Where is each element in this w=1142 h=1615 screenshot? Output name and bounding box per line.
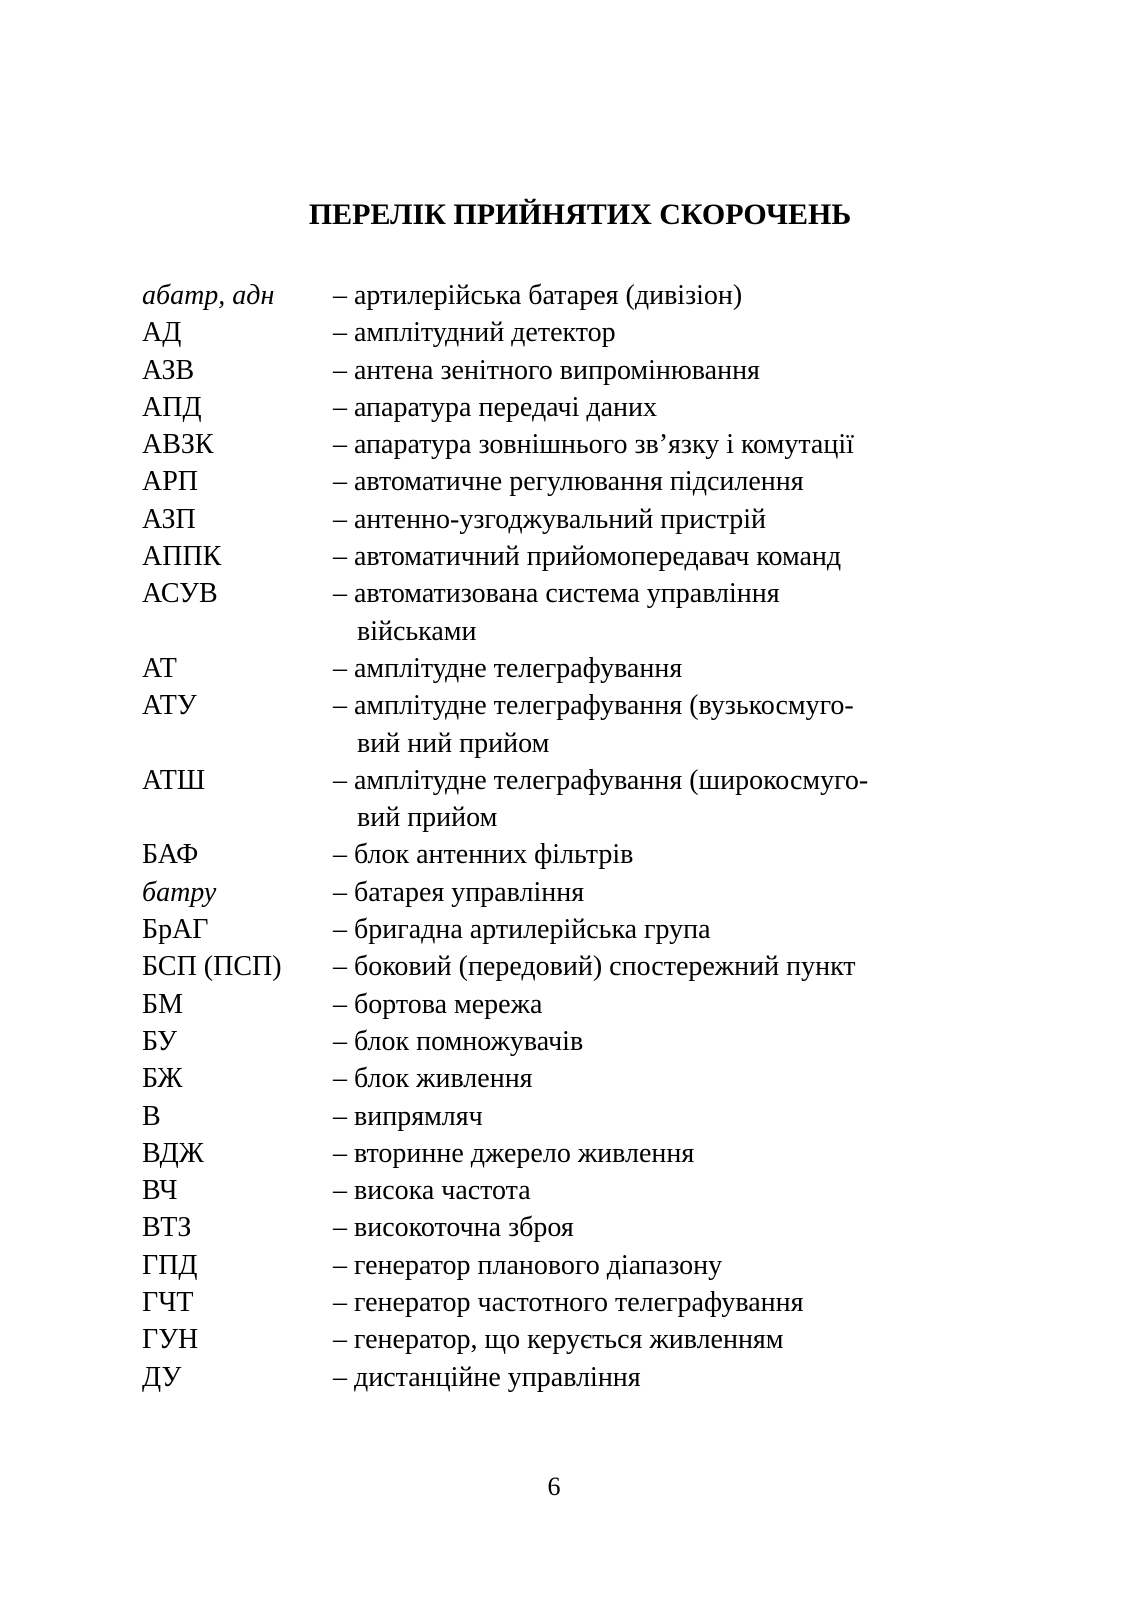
abbreviation-term: ВТЗ [142, 1212, 192, 1244]
abbreviation-definition [333, 1172, 982, 1209]
definition-continuation: вий ний прийом [357, 727, 550, 759]
abbreviation-definition [333, 687, 982, 762]
definition-continuation: вий прийом [357, 802, 498, 834]
abbreviation-entry [142, 687, 982, 762]
abbreviation-definition [333, 1060, 982, 1097]
abbreviation-term: АППК [142, 541, 222, 573]
definition-line: – антена зенітного випромінювання [333, 354, 760, 386]
abbreviation-term: АТУ [142, 690, 197, 722]
abbreviation-entry [142, 277, 982, 314]
abbreviation-term: АТ [142, 652, 177, 684]
abbreviation-term: БрАГ [142, 914, 209, 946]
abbreviation-term: АРП [142, 466, 199, 498]
abbreviation-entry [142, 762, 982, 837]
abbreviation-list [142, 277, 982, 1396]
abbreviation-definition [333, 1098, 982, 1135]
definition-line: – батарея управління [333, 876, 585, 908]
abbreviation-term: АЗВ [142, 354, 195, 386]
abbreviation-entry [142, 1321, 982, 1358]
abbreviation-entry [142, 1359, 982, 1396]
abbreviation-term: ВДЖ [142, 1137, 204, 1169]
abbreviation-definition [333, 1359, 982, 1396]
definition-line: – блок антенних фільтрів [333, 839, 634, 871]
abbreviation-entry [142, 650, 982, 687]
abbreviation-entry [142, 538, 982, 575]
abbreviation-definition [333, 874, 982, 911]
abbreviation-definition [333, 836, 982, 873]
abbreviation-definition [333, 911, 982, 948]
abbreviation-term: АВЗК [142, 429, 214, 461]
abbreviation-definition [333, 426, 982, 463]
page-number: 6 [547, 1472, 561, 1501]
definition-line: – дистанційне управління [333, 1361, 641, 1393]
abbreviation-definition [333, 1023, 982, 1060]
abbreviation-definition [333, 389, 982, 426]
definition-line: – амплітудне телеграфування (широкосмуго- [333, 764, 869, 796]
abbreviation-entry [142, 911, 982, 948]
abbreviation-definition [333, 1321, 982, 1358]
definition-line: – амплітудне телеграфування (вузькосмуго- [333, 690, 854, 722]
definition-line: – автоматизована система управління [333, 578, 780, 610]
definition-line: – блок живлення [333, 1063, 533, 1095]
definition-continuation: військами [357, 615, 477, 647]
abbreviation-entry [142, 836, 982, 873]
definition-line: – генератор, що керується живленням [333, 1324, 784, 1356]
definition-line: – блок помножувачів [333, 1025, 584, 1057]
abbreviation-entry [142, 1247, 982, 1284]
definition-line: – бригадна артилерійська група [333, 914, 711, 946]
abbreviation-definition [333, 538, 982, 575]
abbreviation-entry [142, 463, 982, 500]
abbreviation-entry [142, 986, 982, 1023]
abbreviation-term: АЗП [142, 503, 196, 535]
abbreviation-definition [333, 948, 982, 985]
abbreviation-entry [142, 1098, 982, 1135]
abbreviation-term: АПД [142, 391, 202, 423]
definition-line: – автоматичний прийомопередавач команд [333, 541, 842, 573]
abbreviation-definition [333, 650, 982, 687]
definition-line: – артилерійська батарея (дивізіон) [333, 280, 743, 311]
abbreviation-definition [333, 314, 982, 351]
abbreviation-entry [142, 1284, 982, 1321]
abbreviation-entry [142, 389, 982, 426]
abbreviation-entry [142, 314, 982, 351]
abbreviation-term: БАФ [142, 839, 199, 871]
abbreviation-entry [142, 948, 982, 985]
abbreviation-definition [333, 1209, 982, 1246]
definition-line: – бортова мережа [333, 988, 543, 1020]
abbreviation-entry [142, 1060, 982, 1097]
definition-line: – амплітудне телеграфування [333, 652, 683, 684]
abbreviation-term: БСП (ПСП) [142, 951, 282, 983]
abbreviation-term: АСУВ [142, 578, 218, 610]
abbreviation-term: БУ [142, 1025, 177, 1057]
abbreviation-definition [333, 277, 982, 314]
abbreviation-entry [142, 874, 982, 911]
definition-line: – випрямляч [333, 1100, 483, 1132]
definition-line: – висока частота [333, 1175, 531, 1207]
abbreviation-term: БМ [142, 988, 183, 1020]
abbreviation-definition [333, 986, 982, 1023]
abbreviation-term: В [142, 1100, 161, 1132]
abbreviation-term: ГУН [142, 1324, 199, 1356]
abbreviation-definition [333, 1247, 982, 1284]
abbreviation-term: батру [142, 876, 217, 908]
abbreviation-term: ГЧТ [142, 1287, 194, 1319]
abbreviation-definition [333, 1284, 982, 1321]
abbreviation-entry [142, 575, 982, 650]
abbreviation-definition [333, 1135, 982, 1172]
definition-line: – антенно-узгоджувальний пристрій [333, 503, 766, 535]
definition-line: – високоточна зброя [333, 1212, 574, 1244]
abbreviation-definition [333, 352, 982, 389]
definition-line: – вторинне джерело живлення [333, 1137, 695, 1169]
definition-line: – амплітудний детектор [333, 317, 616, 349]
abbreviation-definition [333, 575, 982, 650]
abbreviation-term: ВЧ [142, 1175, 178, 1207]
abbreviation-definition [333, 762, 982, 837]
abbreviation-term: БЖ [142, 1063, 183, 1095]
abbreviation-term: абатр, адн [142, 280, 275, 311]
abbreviation-term: АТШ [142, 764, 206, 796]
abbreviation-term: ГПД [142, 1249, 198, 1281]
abbreviation-entry [142, 426, 982, 463]
definition-line: – апаратура передачі даних [333, 391, 657, 423]
abbreviation-entry [142, 1023, 982, 1060]
definition-line: – генератор частотного телеграфування [333, 1287, 804, 1319]
definition-line: – боковий (передовий) спостережний пункт [333, 951, 856, 983]
abbreviation-entry [142, 1135, 982, 1172]
abbreviation-entry [142, 501, 982, 538]
abbreviation-term: ДУ [142, 1361, 182, 1393]
abbreviation-entry [142, 352, 982, 389]
abbreviation-definition [333, 463, 982, 500]
abbreviation-definition [333, 501, 982, 538]
abbreviation-entry [142, 1209, 982, 1246]
definition-line: – автоматичне регулювання підсилення [333, 466, 804, 498]
definition-line: – генератор планового діапазону [333, 1249, 723, 1281]
abbreviation-term: АД [142, 317, 182, 349]
abbreviation-entry [142, 1172, 982, 1209]
page-title: ПЕРЕЛІК ПРИЙНЯТИХ СКОРОЧЕНЬ [308, 198, 852, 231]
definition-line: – апаратура зовнішнього зв’язку і комутації [333, 429, 854, 461]
